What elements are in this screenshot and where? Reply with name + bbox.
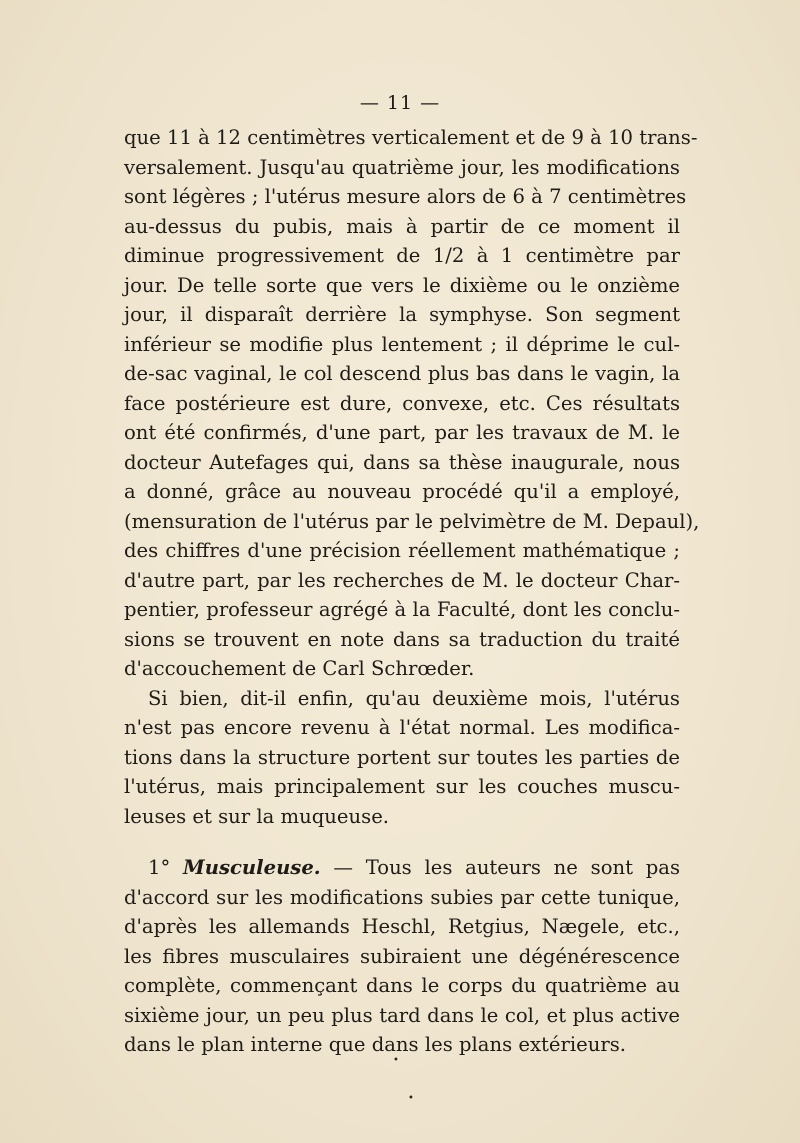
text-line: Si bien, dit-il enfin, qu'au deuxième mois, l'utérus bbox=[148, 686, 680, 710]
text-line: sions se trouvent en note dans sa traduction du traité bbox=[124, 627, 680, 651]
text-line: dans le plan interne que dans les plans extérieurs. bbox=[124, 1033, 626, 1056]
text-line: au-dessus du pubis, mais à partir de ce moment il bbox=[124, 214, 680, 238]
text-line: pentier, professeur agrégé à la Faculté, dont les conclu- bbox=[124, 598, 680, 621]
text-line: face postérieure est dure, convexe, etc. Ces résultats bbox=[124, 391, 680, 415]
text-line: docteur Autefages qui, dans sa thèse inaugurale, nous bbox=[124, 450, 680, 474]
text-line: l'utérus, mais principalement sur les couches muscu- bbox=[124, 775, 680, 798]
paragraph-2 bbox=[124, 684, 680, 832]
text-line: tions dans la structure portent sur toutes les parties de bbox=[124, 745, 680, 769]
text-line: d'autre part, par les recherches de M. le docteur Char- bbox=[124, 568, 680, 592]
section-first-line bbox=[124, 853, 680, 883]
text-line: leuses et sur la muqueuse. bbox=[124, 804, 390, 828]
paragraph-1 bbox=[124, 123, 700, 684]
text-line: d'accouchement de Carl Schrœder. bbox=[124, 657, 475, 680]
text-line: n'est pas encore revenu à l'état normal. Les modifica- bbox=[124, 716, 680, 739]
text-line: jour, il disparaît derrière la symphyse. Son segment bbox=[124, 303, 680, 326]
section-spacer bbox=[124, 831, 680, 853]
text-line: a donné, grâce au nouveau procédé qu'il a employé, bbox=[124, 480, 680, 503]
text-line: diminue progressivement de 1/2 à 1 centimètre par bbox=[124, 244, 680, 267]
text-line: d'accord sur les modifications subies par cette tunique, bbox=[124, 885, 680, 909]
ink-speck-mark: • bbox=[393, 1055, 399, 1066]
section-first-line-text: — Tous les auteurs ne sont pas bbox=[333, 856, 680, 879]
text-line: (mensuration de l'utérus par le pelvimètre de M. Depaul), bbox=[124, 509, 700, 533]
text-line: que 11 à 12 centimètres verticalement et de 9 à 10 trans- bbox=[124, 126, 698, 149]
text-line: jour. De telle sorte que vers le dixième ou le onzième bbox=[124, 273, 680, 297]
section-heading: Musculeuse. bbox=[183, 856, 321, 879]
text-line: versalement. Jusqu'au quatrième jour, les modifications bbox=[124, 155, 680, 179]
text-line: de-sac vaginal, le col descend plus bas dans le vagin, la bbox=[124, 362, 680, 385]
text-line: inférieur se modifie plus lentement ; il déprime le cul- bbox=[124, 332, 680, 356]
paragraph-3 bbox=[124, 853, 680, 1060]
text-line: sont légères ; l'utérus mesure alors de 6 à 7 centimètres bbox=[124, 185, 687, 208]
text-line: ont été confirmés, d'une part, par les travaux de M. le bbox=[124, 421, 680, 444]
text-line: d'après les allemands Heschl, Retgius, Nægele, etc., bbox=[124, 915, 680, 938]
text-line: des chiffres d'une précision réellement mathématique ; bbox=[124, 539, 680, 562]
page-number: — 11 — bbox=[359, 92, 441, 114]
section-number: 1° bbox=[148, 856, 171, 879]
body-text bbox=[124, 123, 700, 1060]
text-line: les fibres musculaires subiraient une dégénérescence bbox=[124, 944, 680, 968]
ink-speck-mark: • bbox=[408, 1093, 414, 1104]
text-line: sixième jour, un peu plus tard dans le col, et plus active bbox=[124, 1003, 680, 1027]
text-line: complète, commençant dans le corps du quatrième au bbox=[124, 974, 680, 997]
